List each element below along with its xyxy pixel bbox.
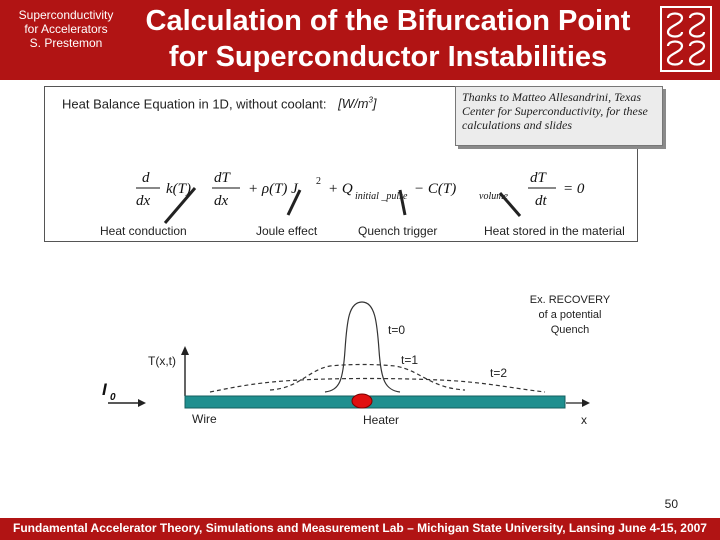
course-line-1: Superconductivity [18, 8, 114, 22]
label-temperature-axis: T(x,t) [148, 354, 176, 368]
units-close: ] [372, 96, 377, 112]
course-line-2: for Accelerators [24, 22, 108, 36]
recovery-line-3: Quench [550, 324, 590, 336]
label-x-axis: x [581, 413, 587, 427]
label-quench-trigger: Quench trigger [358, 224, 438, 238]
eq-dT-2: dT [530, 170, 546, 186]
heat-balance-equation [136, 170, 585, 209]
title-line-2: for Superconductor Instabilities [168, 41, 608, 73]
label-heat-stored: Heat stored in the material [484, 224, 625, 238]
eq-q: + Q [328, 181, 353, 197]
eq-dt: dt [535, 193, 547, 209]
acknowledgement-note: Thanks to Matteo Allesandrini, Texas Center for Superconductivity, for these calculations and slides [455, 86, 663, 146]
eq-c-sub: volume [479, 191, 508, 202]
profile-t2 [210, 379, 545, 393]
eq-c: − C(T) [414, 181, 457, 197]
current-arrowhead-icon [138, 399, 146, 407]
equation-heading-text: Heat Balance Equation in 1D, without coolant: [62, 96, 327, 112]
eq-dx-2: dx [214, 193, 229, 209]
page-number: 50 [664, 497, 678, 511]
label-t1: t=1 [401, 353, 419, 367]
wire [185, 396, 565, 408]
eq-q-sub: initial _pulse [355, 191, 408, 202]
profile-t1 [270, 365, 465, 391]
heater [352, 394, 372, 408]
units-text: [W/m [338, 96, 369, 112]
eq-square: 2 [316, 176, 321, 187]
eq-dx: dx [136, 193, 151, 209]
title-line-1: Calculation of the Bifurcation Point [145, 5, 631, 37]
label-joule: Joule effect [256, 224, 318, 238]
label-wire: Wire [192, 412, 217, 426]
eq-equals-zero: = 0 [563, 181, 585, 197]
recovery-line-1: Ex. RECOVERY [529, 294, 611, 306]
arrow-heat-stored [500, 193, 520, 216]
label-t0: t=0 [388, 323, 406, 337]
author-name: S. Prestemon [29, 36, 103, 50]
temperature-axis-arrowhead-icon [181, 346, 189, 355]
label-current: I [102, 380, 107, 399]
eq-k: k(T) [166, 181, 191, 197]
units-superscript: 3 [368, 96, 373, 105]
recovery-line-2: of a potential [538, 309, 602, 321]
label-t2: t=2 [490, 366, 508, 380]
x-axis-arrowhead-icon [582, 399, 590, 407]
eq-rho: + ρ(T) J [248, 181, 298, 197]
label-heater: Heater [363, 413, 400, 427]
footer-text: Fundamental Accelerator Theory, Simulations and Measurement Lab – Michigan State University, Lansing June 4-15, 2007 [13, 521, 707, 535]
label-current-sub: 0 [110, 392, 116, 403]
label-heat-conduction: Heat conduction [100, 224, 187, 238]
eq-d: d [142, 170, 150, 186]
eq-dT-1: dT [214, 170, 230, 186]
